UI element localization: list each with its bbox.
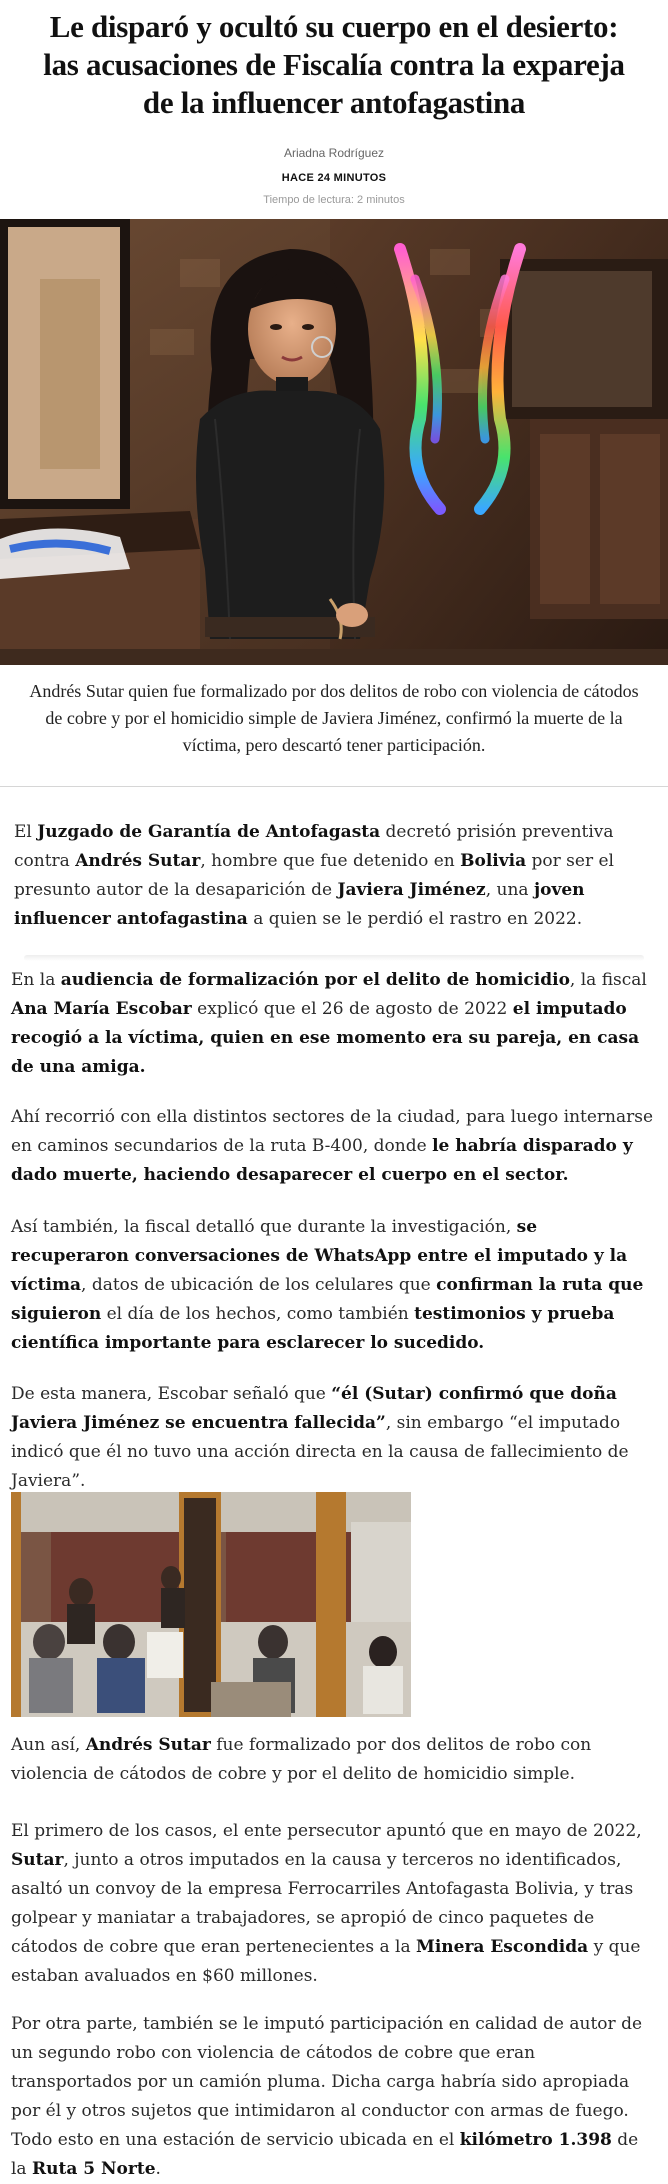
article-title: Le disparó y ocultó su cuerpo en el desierto: las acusaciones de Fiscalía contra la expareja de la influencer antofagastina	[43, 9, 625, 120]
paragraph-1: El Juzgado de Garantía de Antofagasta decretó prisión preventiva contra Andrés Sutar, hombre que fue detenido en Bolivia por ser el presunto autor de la desaparición de Javiera Jiménez, una joven influencer antofagastina a quien se le perdió el rastro en 2022.	[14, 822, 614, 929]
courtroom-photo-illustration	[11, 1492, 411, 1717]
reading-time: Tiempo de lectura: 2 minutos	[263, 194, 405, 206]
author-name[interactable]: Ariadna Rodríguez	[283, 146, 385, 160]
link-juzgado: Juzgado de Garantía de Antofagasta	[37, 822, 381, 842]
paragraph-2: En la audiencia de formalización por el delito de homicidio, la fiscal Ana María Escobar explicó que el 26 de agosto de 2022 el imputado recogió a la víctima, quien en ese momento era su pareja, en casa de una amiga.	[11, 970, 647, 1077]
paragraph-5: De esta manera, Escobar señaló que “él (Sutar) confirmó que doña Javiera Jiménez se encuentra fallecida”, sin embargo “el imputado indicó que él no tuvo una acción directa en la causa de fallecimiento de Javiera”.	[11, 1384, 629, 1491]
paragraph-7: El primero de los casos, el ente persecutor apuntó que en mayo de 2022, Sutar, junto a otros imputados en la causa y terceros no identificados, asaltó un convoy de la empresa Ferrocarriles Antofagasta Bolivia, y tras golpear y maniatar a trabajadores, se apropió de cinco paquetes de cátodos de cobre que eran pertenecientes a la Minera Escondida y que estaban avaluados en $60 millones.	[11, 1821, 642, 1986]
paragraph-6: Aun así, Andrés Sutar fue formalizado por dos delitos de robo con violencia de cátodos de cobre y por el delito de homicidio simple.	[11, 1735, 592, 1784]
paragraph-8: Por otra parte, también se le imputó participación en calidad de autor de un segundo robo con violencia de cátodos de cobre que eran transportados por un camión pluma. Dicha carga habría sido apropiada por él y otros sujetos que intimidaron al conductor con armas de fuego. Todo esto en una estación de servicio ubicada en el kilómetro 1.398 de la Ruta 5 Norte.	[11, 2014, 643, 2179]
publish-time: HACE 24 MINUTOS	[281, 172, 387, 184]
courtroom-photo	[11, 1492, 411, 1717]
paragraph-3: Ahí recorrió con ella distintos sectores de la ciudad, para luego internarse en caminos secundarios de la ruta B-400, donde le habría disparado y dado muerte, haciendo desaparecer el cuerpo en el sector.	[11, 1107, 654, 1185]
section-separator	[24, 955, 644, 961]
paragraph-4: Así también, la fiscal detalló que durante la investigación, se recuperaron conversaciones de WhatsApp entre el imputado y la víctima, datos de ubicación de los celulares que confirman la ruta que siguieron el día de los hechos, como también testimonios y prueba científica importante para esclarecer lo sucedido.	[11, 1217, 644, 1353]
hero-caption: Andrés Sutar quien fue formalizado por dos delitos de robo con violencia de cátodos de cobre y por el homicidio simple de Javiera Jiménez, confirmó la muerte de la víctima, pero descartó tener participación.	[29, 681, 639, 755]
caption-divider	[0, 786, 668, 787]
hero-photo-illustration	[0, 219, 668, 665]
hero-photo	[0, 219, 668, 665]
